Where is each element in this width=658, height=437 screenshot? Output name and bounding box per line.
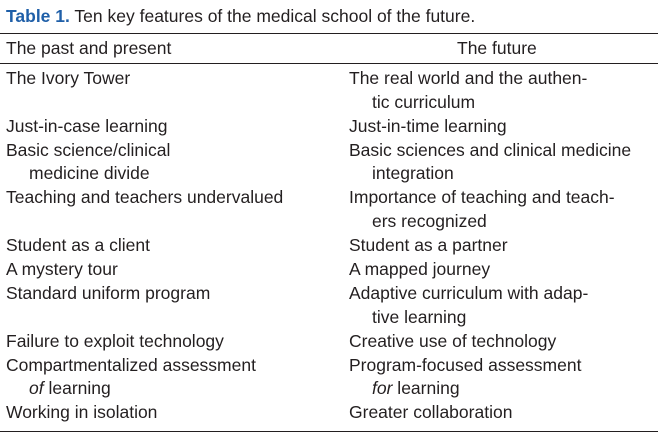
table-cell-right (349, 115, 507, 139)
cell-text: Standard uniform program (6, 283, 211, 304)
table-cell-left (6, 258, 118, 282)
table-cell-left (6, 282, 210, 306)
cell-text-continued (349, 377, 581, 401)
table-cell-left (6, 186, 283, 210)
cell-text: Basic sciences and clinical medicine (349, 139, 632, 160)
cell-text: The Ivory Tower (6, 68, 131, 88)
table-cell-left (6, 139, 170, 186)
cell-text: Greater collaboration (349, 402, 513, 423)
cell-text-continued: medicine divide (29, 163, 150, 184)
table-cell-left (6, 115, 167, 139)
table-cell-left (6, 330, 224, 354)
table-label: Table 1. (6, 6, 70, 26)
cell-text: Importance of teaching and teach- (349, 187, 615, 208)
table-caption (6, 5, 475, 27)
cell-text: Adaptive curriculum with adap- (349, 283, 589, 304)
column-header-future: The future (457, 38, 537, 58)
column-header-past: The past and present (6, 38, 172, 58)
cell-text-continued: ers recognized (372, 210, 487, 231)
header-rule (0, 63, 658, 64)
cell-text: Program-focused assessment (349, 354, 582, 375)
cell-text-continued (6, 377, 256, 401)
cell-text: Teaching and teachers undervalued (6, 187, 284, 208)
cell-text: A mapped journey (349, 259, 491, 279)
bottom-rule (0, 431, 658, 432)
cell-text: Creative use of technology (349, 330, 557, 351)
top-rule (0, 33, 658, 34)
cell-text: Student as a client (6, 234, 150, 255)
cell-text-continued: integration (372, 163, 454, 184)
table-cell-left (6, 354, 256, 401)
cell-text: Compartmentalized assessment (6, 354, 256, 375)
cell-text-continued: tive learning (372, 306, 467, 327)
table-cell-left (6, 234, 150, 258)
cell-text: Failure to exploit technology (6, 330, 224, 351)
table-cell-right (349, 234, 508, 258)
cell-text: Working in isolation (6, 402, 158, 423)
table-cell-right (349, 354, 581, 401)
table-cell-right (349, 258, 490, 282)
table-cell-left (6, 67, 130, 91)
cell-text-continued: tic curriculum (372, 91, 476, 112)
cell-text-rest: learning (392, 378, 460, 399)
emphasis-text: for (372, 378, 393, 399)
emphasis-text: of (29, 378, 44, 399)
table-cell-right (349, 330, 556, 354)
cell-text: Student as a partner (349, 234, 508, 255)
cell-text: The real world and the authen- (349, 68, 588, 88)
table-cell-right (349, 139, 631, 186)
table-cell-right (349, 186, 615, 233)
table-cell-left (6, 401, 157, 425)
table-cell-right (349, 282, 588, 329)
caption-text: Ten key features of the medical school of the future. (74, 6, 476, 26)
table-cell-right (349, 67, 587, 114)
cell-text: Just-in-time learning (349, 115, 507, 136)
cell-text: Just-in-case learning (6, 115, 168, 136)
table-cell-right (349, 401, 512, 425)
cell-text: A mystery tour (6, 259, 118, 279)
cell-text: Basic science/clinical (6, 139, 171, 160)
cell-text-rest: learning (43, 378, 111, 399)
